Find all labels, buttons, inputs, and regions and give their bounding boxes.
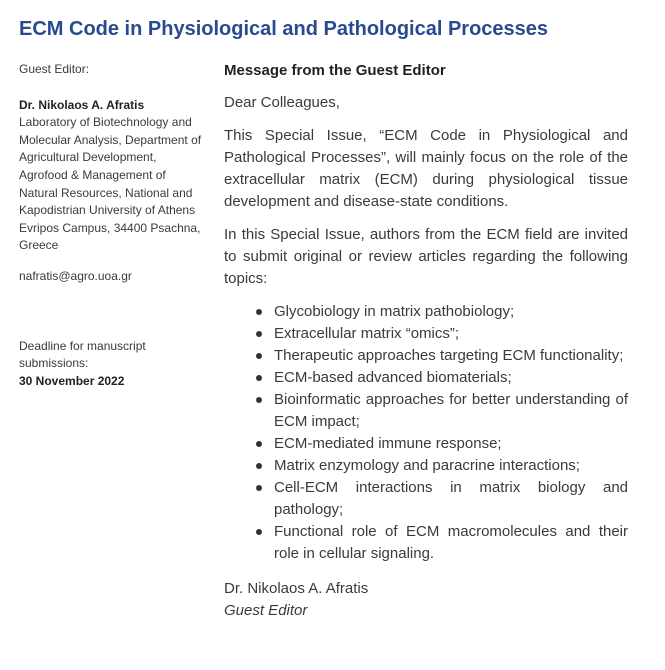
message-section (224, 60, 628, 622)
topic-item: Glycobiology in matrix pathobiology; (254, 301, 628, 323)
greeting: Dear Colleagues, (224, 94, 340, 111)
guest-editor-label: Guest Editor: (19, 62, 90, 76)
message-heading: Message from the Guest Editor (224, 62, 446, 79)
signature-role: Guest Editor (224, 602, 308, 619)
topic-item: Extracellular matrix “omics”; (254, 323, 628, 345)
topics-list (224, 301, 628, 565)
topic-item: Therapeutic approaches targeting ECM functionality; (254, 345, 628, 367)
topic-item: Bioinformatic approaches for better understanding of ECM impact; (254, 389, 628, 433)
topic-item: ECM-based advanced biomaterials; (254, 367, 628, 389)
editor-email-link[interactable]: nafratis@agro.uoa.gr (19, 268, 132, 283)
page-title: ECM Code in Physiological and Pathological Processes (19, 18, 549, 40)
topic-item: Cell-ECM interactions in matrix biology and pathology; (254, 477, 628, 521)
deadline-label: Deadline for manuscript submissions: (19, 338, 146, 371)
intro-paragraph: This Special Issue, “ECM Code in Physiological and Pathological Processes”, will mainly focus on the role of the extracellular matrix (ECM) during physiological tissue development and disease-state conditions. (224, 127, 628, 210)
signature-name: Dr. Nikolaos A. Afratis (224, 580, 369, 597)
topic-item: ECM-mediated immune response; (254, 433, 628, 455)
editor-name: Dr. Nikolaos A. Afratis (19, 97, 145, 112)
topic-item: Functional role of ECM macromolecules and their role in cellular signaling. (254, 521, 628, 565)
sidebar (19, 61, 204, 390)
editor-affiliation: Laboratory of Biotechnology and Molecular Analysis, Department of Agricultural Development, Agrofood & Management of Natural Resources, National and Kapodistrian University of Athens Evripos Campus, 34400 Psachna, Greece (19, 115, 202, 253)
deadline-date: 30 November 2022 (19, 373, 125, 388)
invitation-paragraph: In this Special Issue, authors from the ECM field are invited to submit original or review articles regarding the following topics: (224, 226, 628, 287)
topic-item: Matrix enzymology and paracrine interactions; (254, 455, 628, 477)
